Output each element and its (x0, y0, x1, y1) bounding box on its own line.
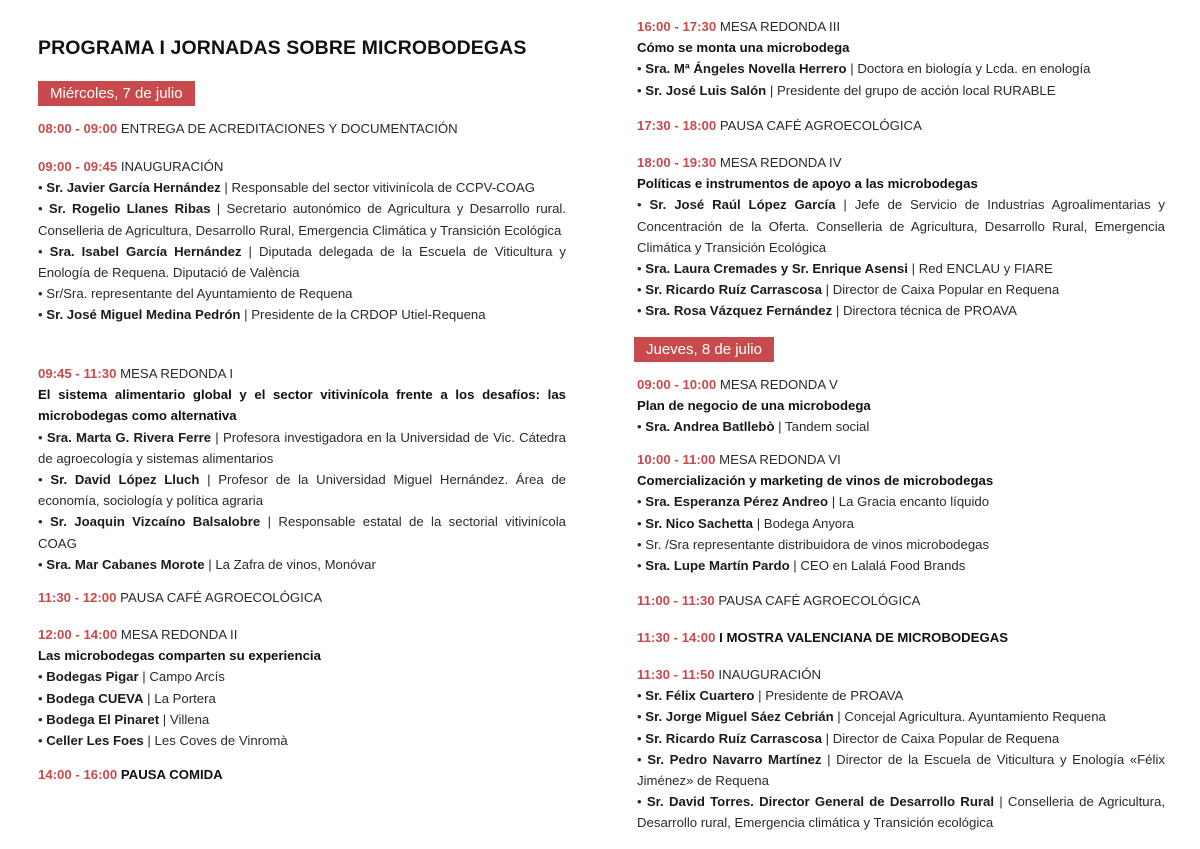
session-subtitle: Plan de negocio de una microbodega (637, 398, 871, 414)
session-time: 08:00 - 09:00 (38, 121, 118, 136)
session-time: 12:00 - 14:00 (38, 627, 118, 642)
speaker-name: Sra. Mar Cabanes Morote (46, 556, 205, 572)
speaker-role: Bodega Anyora (763, 515, 854, 531)
speaker-name: Sr. David Torres. Director General de Desarrollo Rural (646, 794, 995, 810)
speaker-name: Sra. Andrea Batllebò (645, 419, 775, 435)
session-label: INAUGURACIÓN (120, 159, 224, 174)
winery-name: Bodega CUEVA (46, 690, 144, 706)
session-block (38, 363, 566, 575)
winery-place: Campo Arcís (149, 669, 225, 685)
speaker-role: Tandem social (785, 419, 870, 435)
speaker-role: Jefe de Servicio de Industrias Agroalimentarias y Concentración de la Oferta. Conselleria de Agricultura, Desarrollo Rural, Emergencia Climática y Transición Ecológica (637, 197, 1165, 255)
speaker-role: Sr/Sra. representante del Ayuntamiento de Requena (46, 286, 353, 302)
speaker-name: Sra. Esperanza Pérez Andreo (645, 494, 829, 510)
session-block (637, 590, 1165, 611)
session-time: 17:30 - 18:00 (637, 118, 717, 133)
speaker-role: Conselleria de Agricultura, Desarrollo rural, Emergencia climática y Transición ecológica (637, 794, 1165, 831)
speaker-name: Sr. Jorge Miguel Sáez Cebrián (645, 709, 834, 725)
speaker-item: • Sra. Lupe Martín Pardo | CEO en Lalalá Food Brands (637, 558, 966, 574)
day-badge-wednesday: Miércoles, 7 de julio (38, 81, 195, 106)
session-subtitle: Las microbodegas comparten su experiencia (38, 648, 321, 664)
speaker-role: CEO en Lalalá Food Brands (800, 558, 966, 574)
speaker-item: • Sra. Laura Cremades y Sr. Enrique Asensi | Red ENCLAU y FIARE (637, 261, 1053, 277)
winery-item: • Bodega El Pinaret | Villena (38, 711, 210, 727)
session-time: 11:30 - 12:00 (38, 590, 117, 605)
speaker-role: Red ENCLAU y FIARE (918, 261, 1053, 277)
session-block (38, 156, 566, 326)
session-block (38, 587, 566, 608)
day-badge-thursday: Jueves, 8 de julio (634, 337, 774, 362)
speaker-name: Sra. Mª Ángeles Novella Herrero (645, 61, 847, 77)
session-label: MESA REDONDA V (719, 377, 838, 392)
speaker-role: Director de la Escuela de Viticultura y Enología «Félix Jiménez» de Requena (637, 751, 1165, 789)
session-time: 11:00 - 11:30 (637, 593, 715, 608)
speaker-item: • Sr. José Luis Salón | Presidente del grupo de acción local RURABLE (637, 82, 1056, 98)
speaker-item: • Sr. Rogelio Llanes Ribas | Secretario autonómico de Agricultura y Desarrollo rural. Conselleria de Agricultura, Desarrollo Rural, Emergencia Climática y Transición Ecológica (38, 201, 566, 238)
winery-item: • Celler Les Foes | Les Coves de Vinromà (38, 733, 288, 749)
session-block (637, 16, 1165, 101)
speaker-role: Presidente del grupo de acción local RURABLE (776, 82, 1056, 98)
speaker-item: • Sra. Esperanza Pérez Andreo | La Gracia encanto líquido (637, 494, 990, 510)
winery-place: Villena (169, 711, 210, 727)
session-label: PAUSA COMIDA (120, 767, 223, 782)
speaker-name: Sr. Félix Cuartero (645, 688, 755, 704)
speaker-item: • Sr. Javier García Hernández | Responsable del sector vitivinícola de CCPV-COAG (38, 180, 535, 196)
speaker-name: Sr. José Luis Salón (645, 82, 767, 98)
speaker-name: Sra. Laura Cremades y Sr. Enrique Asensi (645, 261, 908, 277)
winery-item: • Bodegas Pigar | Campo Arcís (38, 669, 225, 685)
speaker-name: Sr. Nico Sachetta (645, 515, 754, 531)
session-time: 11:30 - 11:50 (637, 667, 715, 682)
session-block (637, 115, 1165, 136)
speaker-item: • Sra. Isabel García Hernández | Diputada delegada de la Escuela de Viticultura y Enología de Requena. Diputació de València (38, 243, 567, 281)
session-label: MESA REDONDA I (120, 366, 233, 381)
session-label: PAUSA CAFÉ AGROECOLÓGICA (718, 593, 921, 608)
speaker-name: Sr. Joaquin Vizcaíno Balsalobre (50, 514, 261, 530)
speaker-role: Presidente de PROAVA (765, 688, 904, 704)
winery-name: Celler Les Foes (46, 733, 144, 749)
session-block (38, 118, 566, 139)
speaker-role: Presidente de la CRDOP Utiel-Requena (251, 307, 486, 323)
session-time: 18:00 - 19:30 (637, 155, 717, 170)
session-block (38, 764, 566, 785)
session-time: 14:00 - 16:00 (38, 767, 118, 782)
session-block (637, 374, 1165, 438)
session-label: MESA REDONDA VI (719, 452, 841, 467)
speaker-name: Sr. Ricardo Ruíz Carrascosa (645, 730, 822, 746)
session-label: PAUSA CAFÉ AGROECOLÓGICA (719, 118, 922, 133)
speaker-item: • Sr. David Torres. Director General de Desarrollo Rural | Conselleria de Agricultura, Desarrollo rural, Emergencia climática y Transición ecológica (637, 794, 1165, 831)
speaker-name: Sr. José Raúl López García (649, 197, 836, 213)
session-subtitle: Políticas e instrumentos de apoyo a las microbodegas (637, 176, 978, 192)
winery-name: Bodega El Pinaret (46, 711, 160, 727)
winery-name: Bodegas Pigar (46, 669, 139, 685)
session-label: MESA REDONDA IV (719, 155, 842, 170)
winery-item: • Bodega CUEVA | La Portera (38, 690, 216, 706)
speaker-role: La Gracia encanto líquido (838, 494, 990, 510)
speaker-name: Sr. Ricardo Ruíz Carrascosa (645, 282, 822, 298)
speaker-name: Sr. Rogelio Llanes Ribas (48, 201, 211, 217)
speaker-item: • Sr. Nico Sachetta | Bodega Anyora (637, 515, 854, 531)
speaker-role: Sr. /Sra representante distribuidora de vinos microbodegas (645, 536, 990, 552)
session-block (38, 624, 566, 751)
speaker-item: • Sra. Mª Ángeles Novella Herrero | Doctora en biología y Lcda. en enología (637, 61, 1091, 77)
speaker-role: Diputada delegada de la Escuela de Viticultura y Enología de Requena. Diputació de València (38, 243, 567, 281)
speaker-role: Concejal Agricultura. Ayuntamiento Requena (844, 709, 1106, 725)
speaker-item: • Sra. Marta G. Rivera Ferre | Profesora investigadora en la Universidad de Vic. Cátedra de agroecología y sistemas alimentarios (38, 429, 566, 466)
speaker-item: • Sr. Ricardo Ruíz Carrascosa | Director de Caixa Popular en Requena (637, 282, 1060, 298)
speaker-role: Director de Caixa Popular en Requena (832, 282, 1060, 298)
session-time: 09:00 - 10:00 (637, 377, 717, 392)
speaker-item: • Sr. Jorge Miguel Sáez Cebrián | Concejal Agricultura. Ayuntamiento Requena (637, 709, 1106, 725)
session-time: 11:30 - 14:00 (637, 630, 716, 645)
session-subtitle: El sistema alimentario global y el sector vitivinícola frente a los desafíos: las microbodegas como alternativa (38, 387, 566, 424)
speaker-item: • Sr. Ricardo Ruíz Carrascosa | Director de Caixa Popular de Requena (637, 730, 1060, 746)
page-title: PROGRAMA I JORNADAS SOBRE MICROBODEGAS (38, 37, 527, 59)
session-block (637, 664, 1165, 834)
speaker-role: Profesor de la Universidad Miguel Hernández. Área de economía, sociología y política agraria (38, 472, 567, 509)
winery-place: La Portera (154, 690, 216, 706)
session-label: ENTREGA DE ACREDITACIONES Y DOCUMENTACIÓN (120, 121, 458, 136)
speaker-name: Sra. Isabel García Hernández (49, 243, 242, 259)
speaker-role: Responsable del sector vitivinícola de CCPV-COAG (231, 180, 535, 196)
speaker-name: Sr. Pedro Navarro Martínez (647, 751, 822, 767)
speaker-item: • Sra. Rosa Vázquez Fernández | Directora técnica de PROAVA (637, 303, 1017, 319)
speaker-role: Director de Caixa Popular de Requena (832, 730, 1060, 746)
session-subtitle: Comercialización y marketing de vinos de microbodegas (637, 473, 994, 489)
speaker-role: La Zafra de vinos, Monóvar (215, 556, 376, 572)
speaker-name: Sr. David López Lluch (50, 472, 200, 488)
speaker-role: Doctora en biología y Lcda. en enología (857, 61, 1091, 77)
speaker-name: Sra. Marta G. Rivera Ferre (46, 429, 212, 445)
session-label: PAUSA CAFÉ AGROECOLÓGICA (120, 590, 323, 605)
speaker-item: • Sr. José Raúl López García | Jefe de Servicio de Industrias Agroalimentarias y Concentración de la Oferta. Conselleria de Agricultura, Desarrollo Rural, Emergencia Climática y Transición Ecológica (637, 197, 1165, 255)
speaker-role: Profesora investigadora en la Universidad de Vic. Cátedra de agroecología y sistemas alimentarios (38, 429, 566, 466)
speaker-item: • Sr. Pedro Navarro Martínez | Director de la Escuela de Viticultura y Enología «Félix Jiménez» de Requena (637, 751, 1165, 789)
speaker-role: Responsable estatal de la sectorial vitivinícola COAG (38, 514, 566, 551)
speaker-item: • Sr/Sra. representante del Ayuntamiento de Requena (38, 286, 353, 302)
session-label: MESA REDONDA III (719, 19, 841, 34)
speaker-name: Sr. José Miguel Medina Pedrón (46, 307, 241, 323)
speaker-name: Sra. Lupe Martín Pardo (645, 558, 790, 574)
session-label: I MOSTRA VALENCIANA DE MICROBODEGAS (719, 630, 1009, 645)
winery-place: Les Coves de Vinromà (154, 733, 288, 749)
speaker-name: Sr. Javier García Hernández (46, 180, 221, 196)
speaker-name: Sra. Rosa Vázquez Fernández (645, 303, 833, 319)
speaker-item: • Sr. David López Lluch | Profesor de la Universidad Miguel Hernández. Área de economía, sociología y política agraria (38, 472, 567, 509)
session-block (637, 627, 1165, 648)
speaker-role: Secretario autonómico de Agricultura y Desarrollo rural. Conselleria de Agricultura, Desarrollo Rural, Emergencia Climática y Transición Ecológica (38, 201, 566, 238)
session-time: 09:45 - 11:30 (38, 366, 117, 381)
session-label: INAUGURACIÓN (718, 667, 821, 682)
speaker-item: • Sr. Joaquin Vizcaíno Balsalobre | Responsable estatal de la sectorial vitivinícola COAG (38, 514, 566, 551)
speaker-item: • Sr. Félix Cuartero | Presidente de PROAVA (637, 688, 904, 704)
speaker-item: • Sr. José Miguel Medina Pedrón | Presidente de la CRDOP Utiel-Requena (38, 307, 486, 323)
session-block (637, 449, 1165, 576)
session-block (637, 152, 1165, 322)
session-time: 16:00 - 17:30 (637, 19, 717, 34)
session-time: 09:00 - 09:45 (38, 159, 118, 174)
session-subtitle: Cómo se monta una microbodega (637, 40, 850, 56)
session-time: 10:00 - 11:00 (637, 452, 716, 467)
speaker-item: • Sra. Andrea Batllebò | Tandem social (637, 419, 870, 435)
session-label: MESA REDONDA II (120, 627, 238, 642)
speaker-item: • Sr. /Sra representante distribuidora de vinos microbodegas (637, 536, 990, 552)
speaker-item: • Sra. Mar Cabanes Morote | La Zafra de vinos, Monóvar (38, 556, 376, 572)
speaker-role: Directora técnica de PROAVA (842, 303, 1017, 319)
